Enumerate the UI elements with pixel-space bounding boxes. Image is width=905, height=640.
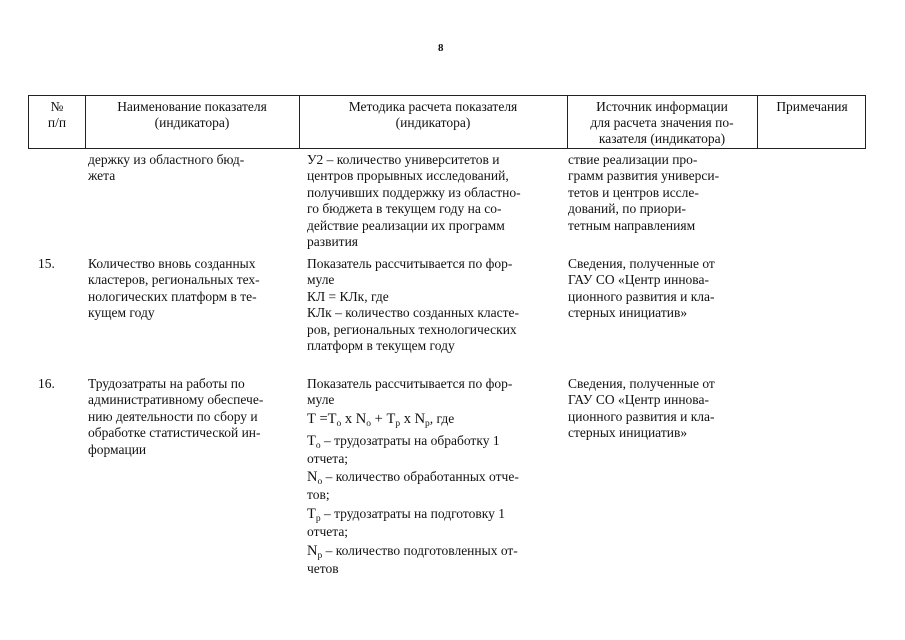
header-name: Наименование показателя (индикатора) [117,99,267,130]
row-16-def-no [307,468,559,503]
row-continued-source: ствие реализации про- грамм развития универси- тетов и центров иссле- дований, по приори- тетным направлениям [568,152,720,233]
header-notes: Примечания [776,99,848,114]
formula-subscript: р [395,419,401,429]
table-header [28,95,866,149]
row-16-formula [307,409,454,429]
def-subscript: о [315,441,321,451]
row-15-num: 15. [38,256,55,271]
row-16-source: Сведения, полученные от ГАУ СО «Центр иннова- ционного развития и кла- стерных инициатив» [568,376,715,441]
header-num: № п/п [47,99,67,130]
def-symbol: N [307,543,318,559]
formula-subscript: о [366,419,372,429]
formula-operator: x [341,411,356,427]
row-15-name: Количество вновь созданных кластеров, региональных тех- нологических платформ в те- кущем году [88,256,260,321]
def-text: – трудозатраты на обработку 1 отчета; [307,433,500,466]
formula-where: , где [429,411,455,426]
row-continued-name: держку из областного бюд- жета [88,152,245,184]
formula-symbol: Т [386,411,396,427]
row-15-method: Показатель рассчитывается по фор- муле КЛ = КЛк, где КЛк – количество созданных класте- ров, региональных технологических платформ в текущем году [307,256,520,354]
def-text: – количество подготовленных от- четов [307,543,518,576]
formula-symbol: N [355,411,367,427]
def-symbol: Т [307,506,316,522]
formula-subscript: о [336,419,342,429]
def-subscript: р [317,551,323,561]
row-16-name: Трудозатраты на работы по административному обеспече- нию деятельности по сбору и обработке статистической ин- формации [88,376,264,457]
formula-operator: + [371,411,387,427]
formula-symbol: Т [327,411,337,427]
row-16-num: 16. [38,376,55,391]
def-subscript: о [317,477,323,487]
row-16-def-tp [307,505,559,540]
page-number: 8 [438,42,444,54]
def-symbol: Т [307,433,316,449]
header-source: Источник информации для расчета значения по- казателя (индикатора) [590,99,734,146]
def-subscript: р [315,514,321,524]
def-symbol: N [307,469,318,485]
formula-equals: = [315,411,328,427]
def-text: – трудозатраты на подготовку 1 отчета; [307,506,505,539]
formula-symbol-t: Т [307,411,316,427]
formula-operator: x [400,411,415,427]
def-text: – количество обработанных отче- тов; [307,469,519,502]
formula-subscript: р [425,419,430,429]
row-continued-method: У2 – количество университетов и центров прорывных исследований, получивших поддержку из областно- го бюджета в текущем году на со- действие реализации их программ развития [307,152,521,250]
formula-symbol: N [414,411,426,427]
row-15-source: Сведения, полученные от ГАУ СО «Центр иннова- ционного развития и кла- стерных инициатив» [568,256,715,321]
row-16-def-np [307,542,559,577]
row-16-def-to [307,432,559,467]
header-method: Методика расчета показателя (индикатора) [348,99,518,130]
row-16-method-intro: Показатель рассчитывается по фор- муле [307,376,513,408]
